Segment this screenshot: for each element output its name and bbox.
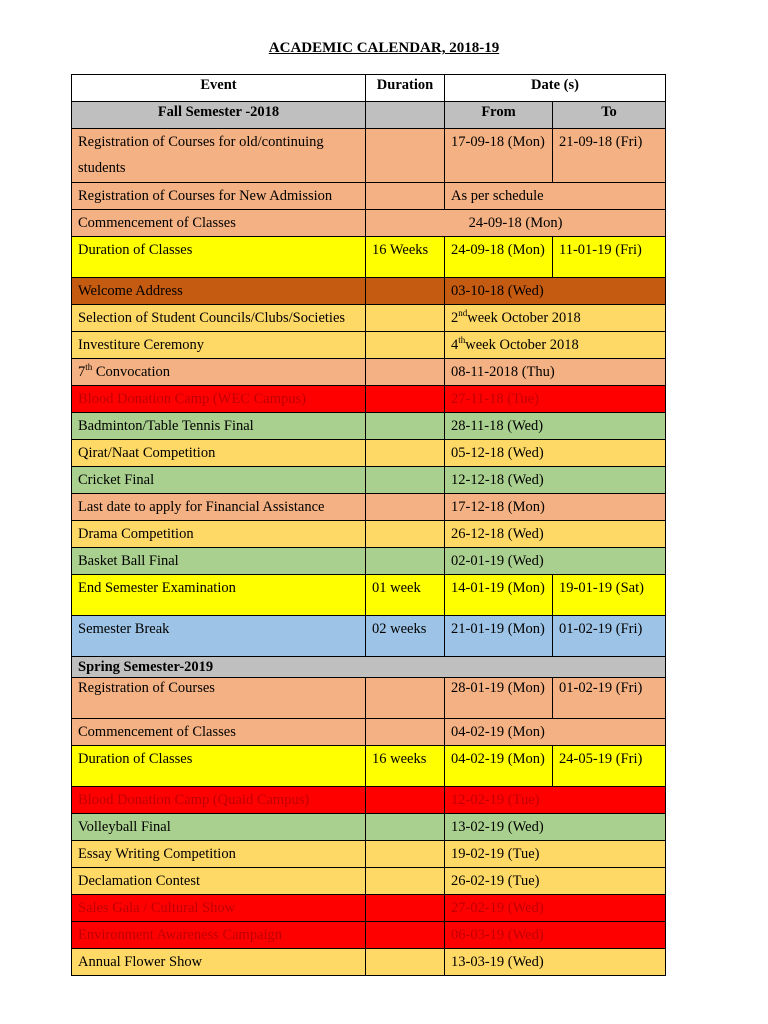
header-duration: Duration [366, 75, 445, 102]
from-cell: 24-09-18 (Mon) [445, 237, 553, 278]
table-row [72, 278, 666, 305]
date-cell: 05-12-18 (Wed) [445, 440, 666, 467]
table-row [72, 305, 666, 332]
table-row [72, 332, 666, 359]
date-cell: 17-12-18 (Mon) [445, 494, 666, 521]
from-cell: 28-01-19 (Mon) [445, 678, 553, 719]
date-cell: 26-12-18 (Wed) [445, 521, 666, 548]
duration-cell: 16 weeks [366, 746, 445, 787]
spring-semester-header [72, 657, 666, 678]
duration-cell: 02 weeks [366, 616, 445, 657]
table-row [72, 895, 666, 922]
event-cell: Drama Competition [72, 521, 366, 548]
table-row [72, 814, 666, 841]
event-cell: 7th Convocation [72, 359, 366, 386]
event-cell: Welcome Address [72, 278, 366, 305]
event-cell: Blood Donation Camp (Quaid Campus) [72, 787, 366, 814]
table-row [72, 949, 666, 976]
table-row [72, 787, 666, 814]
event-cell: Commencement of Classes [72, 719, 366, 746]
to-cell: 24-05-19 (Fri) [553, 746, 666, 787]
table-row [72, 237, 666, 278]
date-cell: 13-03-19 (Wed) [445, 949, 666, 976]
table-row [72, 129, 666, 183]
event-cell: Duration of Classes [72, 237, 366, 278]
document-title: ACADEMIC CALENDAR, 2018-19 [268, 40, 500, 56]
table-row [72, 616, 666, 657]
event-cell: Registration of Courses [72, 678, 366, 719]
date-cell: 13-02-19 (Wed) [445, 814, 666, 841]
to-cell: 11-01-19 (Fri) [553, 237, 666, 278]
event-cell: Last date to apply for Financial Assistance [72, 494, 366, 521]
from-cell: 14-01-19 (Mon) [445, 575, 553, 616]
event-cell: Semester Break [72, 616, 366, 657]
date-cell: 02-01-19 (Wed) [445, 548, 666, 575]
duration-cell: 01 week [366, 575, 445, 616]
event-cell: Volleyball Final [72, 814, 366, 841]
event-cell: Registration of Courses for old/continuing students [72, 129, 366, 183]
date-cell: 27-11-18 (Tue) [445, 386, 666, 413]
header-to: To [553, 102, 666, 129]
event-cell: Badminton/Table Tennis Final [72, 413, 366, 440]
date-cell: 04-02-19 (Mon) [445, 719, 666, 746]
to-cell: 01-02-19 (Fri) [553, 616, 666, 657]
event-cell: Registration of Courses for New Admission [72, 183, 366, 210]
event-cell: Qirat/Naat Competition [72, 440, 366, 467]
header-event: Event [72, 75, 366, 102]
table-row [72, 678, 666, 719]
fall-duration-empty [366, 102, 445, 129]
table-row [72, 746, 666, 787]
event-cell: Investiture Ceremony [72, 332, 366, 359]
event-cell: End Semester Examination [72, 575, 366, 616]
table-row [72, 359, 666, 386]
table-row [72, 386, 666, 413]
to-cell: 21-09-18 (Fri) [553, 129, 666, 183]
duration-cell: 16 Weeks [366, 237, 445, 278]
event-cell: Basket Ball Final [72, 548, 366, 575]
table-row [72, 868, 666, 895]
date-cell: 27-02-19 (Wed) [445, 895, 666, 922]
date-cell: As per schedule [445, 183, 666, 210]
table-row [72, 521, 666, 548]
table-row [72, 467, 666, 494]
date-cell: 28-11-18 (Wed) [445, 413, 666, 440]
date-cell: 03-10-18 (Wed) [445, 278, 666, 305]
table-row [72, 548, 666, 575]
table-row [72, 183, 666, 210]
event-cell: Declamation Contest [72, 868, 366, 895]
from-cell: 21-01-19 (Mon) [445, 616, 553, 657]
to-cell: 19-01-19 (Sat) [553, 575, 666, 616]
event-cell: Environment Awareness Campaign [72, 922, 366, 949]
spring-semester-label: Spring Semester-2019 [72, 657, 666, 678]
fall-semester-header [72, 102, 666, 129]
event-cell: Selection of Student Councils/Clubs/Societies [72, 305, 366, 332]
from-cell: 17-09-18 (Mon) [445, 129, 553, 183]
header-row [72, 75, 666, 102]
table-row [72, 841, 666, 868]
date-cell: 2ndweek October 2018 [445, 305, 666, 332]
event-cell: Commencement of Classes [72, 210, 366, 237]
to-cell: 01-02-19 (Fri) [553, 678, 666, 719]
date-cell: 12-02-19 (Tue) [445, 787, 666, 814]
table-row [72, 575, 666, 616]
date-cell: 24-09-18 (Mon) [366, 210, 666, 237]
table-row [72, 210, 666, 237]
event-cell: Sales Gala / Cultural Show [72, 895, 366, 922]
header-dates: Date (s) [445, 75, 666, 102]
date-cell: 12-12-18 (Wed) [445, 467, 666, 494]
academic-calendar-table [71, 74, 666, 976]
date-cell: 06-03-19 (Wed) [445, 922, 666, 949]
table-row [72, 922, 666, 949]
event-cell: Essay Writing Competition [72, 841, 366, 868]
table-row [72, 413, 666, 440]
table-row [72, 494, 666, 521]
event-cell: Duration of Classes [72, 746, 366, 787]
table-row [72, 440, 666, 467]
date-cell: 08-11-2018 (Thu) [445, 359, 666, 386]
date-cell: 4thweek October 2018 [445, 332, 666, 359]
header-from: From [445, 102, 553, 129]
date-cell: 19-02-19 (Tue) [445, 841, 666, 868]
date-cell: 26-02-19 (Tue) [445, 868, 666, 895]
from-cell: 04-02-19 (Mon) [445, 746, 553, 787]
event-cell: Cricket Final [72, 467, 366, 494]
event-cell: Annual Flower Show [72, 949, 366, 976]
fall-semester-label: Fall Semester -2018 [72, 102, 366, 129]
event-cell: Blood Donation Camp (WEC Campus) [72, 386, 366, 413]
table-row [72, 719, 666, 746]
